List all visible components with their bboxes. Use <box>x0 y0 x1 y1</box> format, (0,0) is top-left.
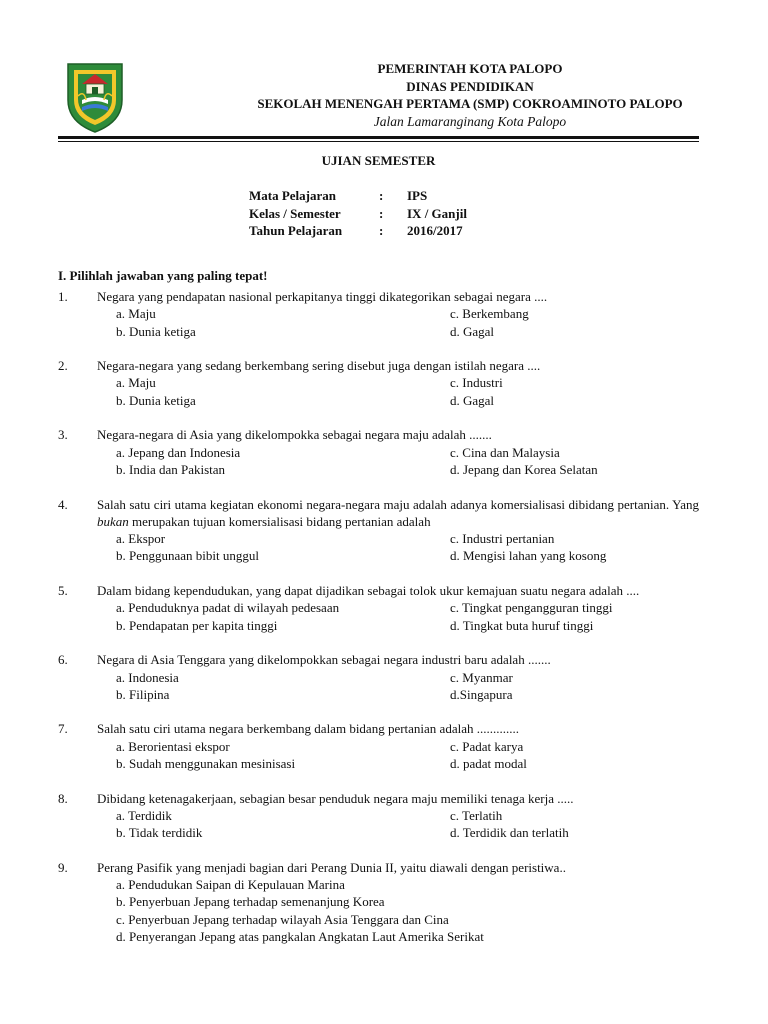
identity-colon: : <box>379 223 384 238</box>
question-item <box>58 859 699 945</box>
option-a: a. Ekspor <box>116 531 166 547</box>
option-a: a. Penduduknya padat di wilayah pedesaan <box>116 600 340 616</box>
letterhead-rule-thick <box>58 136 699 139</box>
option-a: a. Maju <box>116 306 156 322</box>
question-item <box>58 720 699 772</box>
letterhead-address: Jalan Lamaranginang Kota Palopo <box>373 113 567 129</box>
question-text-part: Salah satu ciri utama kegiatan ekonomi negara-negara maju adalah adanya komersialisasi dibidang pertanian. Yang <box>97 496 699 512</box>
option-b: b. Tidak terdidik <box>116 825 203 841</box>
question-number: 6. <box>58 652 68 668</box>
question-item <box>58 426 699 478</box>
section-instruction: I. Pilihlah jawaban yang paling tepat! <box>58 268 268 283</box>
identity-colon: : <box>379 188 384 203</box>
option-b: b. Penyerbuan Jepang terhadap semenanjung Korea <box>116 894 385 910</box>
option-d: d. Terdidik dan terlatih <box>450 825 569 841</box>
question-number: 7. <box>58 721 68 737</box>
letterhead-line-school: SEKOLAH MENENGAH PERTAMA (SMP) COKROAMINOTO PALOPO <box>257 96 683 111</box>
option-d: d. Mengisi lahan yang kosong <box>450 548 607 564</box>
option-c: c. Myanmar <box>450 669 513 685</box>
identity-row-year <box>249 222 467 240</box>
question-number: 2. <box>58 358 68 374</box>
identity-value: IPS <box>407 188 428 203</box>
option-c: c. Tingkat pengangguran tinggi <box>450 600 613 616</box>
question-text: Negara-negara di Asia yang dikelompokka sebagai negara maju adalah ....... <box>97 427 492 443</box>
question-item <box>58 790 699 842</box>
option-b: b. Dunia ketiga <box>116 323 196 339</box>
question-number: 1. <box>58 289 68 304</box>
question-text: Negara di Asia Tenggara yang dikelompokkan sebagai negara industri baru adalah ....... <box>97 652 551 668</box>
option-a: a. Berorientasi ekspor <box>116 738 230 754</box>
option-c: c. Penyerbuan Jepang terhadap wilayah Asia Tenggara dan Cina <box>116 911 449 927</box>
identity-row-subject <box>249 187 467 205</box>
question-number: 5. <box>58 583 68 599</box>
option-c: c. Industri pertanian <box>450 531 555 547</box>
option-a: a. Indonesia <box>116 669 179 685</box>
exam-identity-table <box>249 187 467 240</box>
identity-row-class <box>249 205 467 223</box>
question-text <box>97 496 699 531</box>
option-d: d. Penyerangan Jepang atas pangkalan Angkatan Laut Amerika Serikat <box>116 928 484 944</box>
question-text: Dalam bidang kependudukan, yang dapat dijadikan sebagai tolok ukur kemajuan suatu negara adalah .... <box>97 583 640 599</box>
option-c: c. Berkembang <box>450 306 529 322</box>
question-number: 9. <box>58 859 68 875</box>
question-text: Salah satu ciri utama negara berkembang dalam bidang pertanian adalah ............. <box>97 721 519 737</box>
option-b: b. Pendapatan per kapita tinggi <box>116 617 278 633</box>
option-d: d. Gagal <box>450 392 495 408</box>
question-text: Negara-negara yang sedang berkembang sering disebut juga dengan istilah negara .... <box>97 358 541 374</box>
option-a: a. Jepang dan Indonesia <box>116 444 241 460</box>
option-b: b. Sudah menggunakan mesinisasi <box>116 756 296 772</box>
letterhead-line-department: DINAS PENDIDIKAN <box>406 78 534 94</box>
question-number: 8. <box>58 790 68 806</box>
option-b: b. Filipina <box>116 686 170 702</box>
letterhead-line-government: PEMERINTAH KOTA PALOPO <box>377 61 563 76</box>
option-a: a. Terdidik <box>116 807 172 823</box>
question-number: 4. <box>58 496 68 512</box>
question-text: Dibidang ketenagakerjaan, sebagian besar penduduk negara maju memiliki tenaga kerja ..... <box>97 790 574 806</box>
question-item <box>58 496 699 565</box>
identity-value: 2016/2017 <box>407 223 463 238</box>
option-a: a. Pendudukan Saipan di Kepulauan Marina <box>116 877 345 893</box>
option-d: d. Jepang dan Korea Selatan <box>450 461 598 477</box>
option-d: d. Gagal <box>450 323 495 339</box>
palopo-city-emblem <box>64 60 126 134</box>
exam-title: UJIAN SEMESTER <box>321 153 436 168</box>
question-text: Negara yang pendapatan nasional perkapitanya tinggi dikategorikan sebagai negara .... <box>97 289 548 304</box>
question-number: 3. <box>58 427 68 443</box>
letterhead-rule-thin <box>58 141 699 142</box>
option-b: b. Penggunaan bibit unggul <box>116 548 259 564</box>
question-item <box>58 651 699 703</box>
option-c: c. Industri <box>450 375 503 391</box>
identity-label: Tahun Pelajaran <box>249 223 343 238</box>
option-c: c. Padat karya <box>450 738 524 754</box>
option-c: c. Terlatih <box>450 807 503 823</box>
letterhead <box>150 60 768 130</box>
identity-label: Mata Pelajaran <box>249 188 337 203</box>
identity-value: IX / Ganjil <box>407 205 467 221</box>
question-text: Perang Pasifik yang menjadi bagian dari Perang Dunia II, yaitu diawali dengan peristiwa.. <box>97 859 566 875</box>
option-d: d. Tingkat buta huruf tinggi <box>450 617 594 633</box>
option-d: d. padat modal <box>450 756 527 772</box>
question-text-part: merupakan tujuan komersialisasi bidang pertanian adalah <box>128 513 431 529</box>
option-b: b. Dunia ketiga <box>116 392 196 408</box>
question-item <box>58 582 699 634</box>
question-item <box>58 357 699 409</box>
option-c: c. Cina dan Malaysia <box>450 444 560 460</box>
identity-label: Kelas / Semester <box>249 205 341 221</box>
option-b: b. India dan Pakistan <box>116 461 226 477</box>
identity-colon: : <box>379 205 384 221</box>
question-text-emphasis: bukan <box>97 513 129 529</box>
question-list <box>58 288 699 963</box>
question-item <box>58 288 699 340</box>
option-a: a. Maju <box>116 375 156 391</box>
option-d: d.Singapura <box>450 686 513 702</box>
